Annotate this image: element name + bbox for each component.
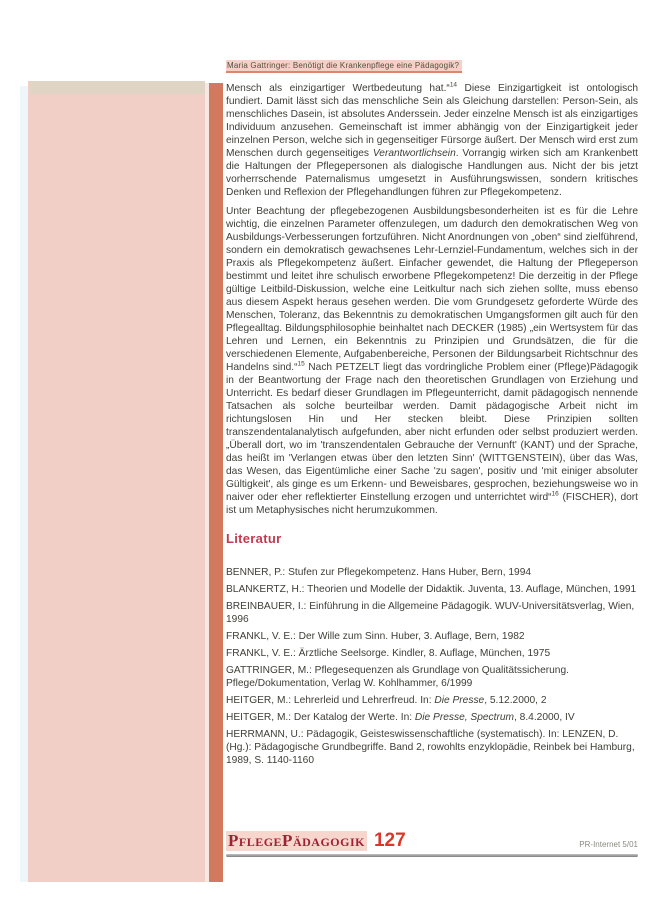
footer-journal-brand: PflegePädagogik [228, 831, 365, 850]
bibliography-entry: BREINBAUER, I.: Einführung in die Allgemeine Pädagogik. WUV-Universitätsverlag, Wien, 1996 [226, 601, 635, 625]
footer-issue-label: PR-Internet 5/01 [579, 840, 638, 849]
bibliography-entry: FRANKL, V. E.: Ärztliche Seelsorge. Kindler, 8. Auflage, München, 1975 [226, 648, 551, 659]
article-content [226, 55, 638, 771]
bibliography-list [226, 566, 638, 767]
sidebar-pink-panel [28, 81, 205, 882]
article-paragraph-1: Mensch als einzigartiger Wertbedeutung hat.“$^{14}$ Diese Einzigartigkeit ist ontologisch fundiert. Damit lässt sich das menschliche Sein als Gleichung darstellen: Person-Sein, als menschliches Dasein, ist absolutes Anderssein. Jeder einzelne Mensch ist als einzigartiges Individuum anzusehen. Gemeinschaft ist immer abhängig von der Einzigartigkeit jeder einzelnen Person, welche sich in gegenseitiger Fürsorge äußert. Der Mensch wird erst zum Menschen durch gegenseitiges Verantwortlichsein. Vorrangig wirken sich am Krankenbett die Haltungen der Pflegepersonen als dialogische Handlungen aus. Nicht der bis jetzt vorherrschende Paternalismus umgesetzt in Ausführungswissen, sondern kritisches Denken und Reflexion der Pflegehandlungen führen zur Pflegekompetenz. [226, 81, 638, 198]
footer-rule [226, 854, 638, 857]
page-edge-shadow [20, 86, 28, 882]
page-footer [226, 830, 638, 857]
footer-row [226, 830, 638, 852]
bibliography-entry: BENNER, P.: Stufen zur Pflegekompetenz. Hans Huber, Bern, 1994 [226, 567, 532, 578]
bibliography-entry: BLANKERTZ, H.: Theorien und Modelle der Didaktik. Juventa, 13. Auflage, München, 1991 [226, 584, 637, 595]
bibliography-entry: GATTRINGER, M.: Pflegesequenzen als Grundlage von Qualitätssicherung. Pflege/Dokumentation, Verlag W. Kohlhammer, 6/1999 [226, 665, 569, 689]
bibliography-entry: FRANKL, V. E.: Der Wille zum Sinn. Huber, 3. Auflage, Bern, 1982 [226, 631, 525, 642]
running-head: Maria Gattringer: Benötigt die Krankenpflege eine Pädagogik? [226, 60, 462, 73]
sidebar-top-strip [30, 81, 205, 94]
section-heading-literatur: Literatur [226, 531, 282, 546]
footer-page-number: 127 [373, 830, 406, 851]
bibliography-entry: HERRMANN, U.: Pädagogik, Geisteswissenschaftliche (systematisch). In: LENZEN, D. (Hg.): Pädagogische Grundbegriffe. Band 2, rowohlts enzyklopädie, Reinbek bei Hamburg, 1989, S. 1140-1160 [226, 729, 635, 766]
article-paragraph-2: Unter Beachtung der pflegebezogenen Ausbildungsbesonderheiten ist es für die Lehre wichtig, die einzelnen Parameter offenzulegen, um dadurch den demokratischen Weg von Ausbildungs-Verbesserungen fortzuführen. Nicht Anordnungen von „oben“ sind zielführend, sondern ein demokratisch gewachsenes Lehr-Lernziel-Fundamentum, welches sich in der Praxis als Pflegekompetenz äußert. Einfacher gewendet, die Haltung der Pflegeperson bestimmt und leitet ihre schulisch erworbene Pflegekompetenz! Die derzeitig in der Pflege gültige Leitbild-Diskussion, welche eine Leitkultur nach sich ziehen sollte, muss ebenso aus diesem Aspekt heraus gesehen werden. Die vom Grundgesetz geforderte Würde des Menschen, Toleranz, das Bekenntnis zu demokratischen Umgangsformen gilt auch für den Pflegealltag. Bildungsphilosophie beinhaltet nach DECKER (1985) „ein Wertsystem für das Lehren und Lernen, ein Bekenntnis zu Prinzipien und Grundsätzen, die für die verschiedenen Elemente, Aufgabenbereiche, Personen der Bildungsarbeit Richtschnur des Handelns sind.“$^{15}$ Nach PETZELT liegt das vordringliche Problem einer (Pflege)Pädagogik in der Beantwortung der Frage nach den theoretischen Grundlagen von Erziehung und Unterricht. Es bedarf dieser Grundlagen im Pflegeunterricht, damit pädagogisch nennende Tatsachen als solche beurteilbar werden. Damit pädagogische Arbeit nicht im richtungslosen Hin und Her stecken bleibt. Diese Prinzipien sollten transzendentalanalytisch aufgefunden, aber nicht erfunden oder selbst produziert werden. „Überall dort, wo im 'transzendentalen Gebrauche der Vernunft' (KANT) und der Sprache, das heißt im 'Verlangen etwas über den letzten Sinn' (WITTGENSTEIN), über das Was, das Wesen, das Eigentümliche einer Sache 'zu sagen', positiv und 'mit einiger absoluter Gültigkeit', als ginge es um Erkenn- und Beweisbares, gesprochen, beziehungsweise wo in naiver oder eher reflektierter Einstellung erzogen und unterrichtet wird“$^{16}$ (FISCHER), dort ist um Metaphysisches nicht herumzukommen. [226, 206, 639, 516]
bibliography-entry: HEITGER, M.: Lehrerleid und Lehrerfreud. In: Die Presse, 5.12.2000, 2 [226, 695, 547, 706]
bibliography-entry: HEITGER, M.: Der Katalog der Werte. In: Die Presse, Spectrum, 8.4.2000, IV [226, 712, 575, 723]
sidebar-accent-bar [209, 83, 223, 882]
footer-brand-group [226, 830, 406, 852]
running-head-row [226, 55, 638, 73]
